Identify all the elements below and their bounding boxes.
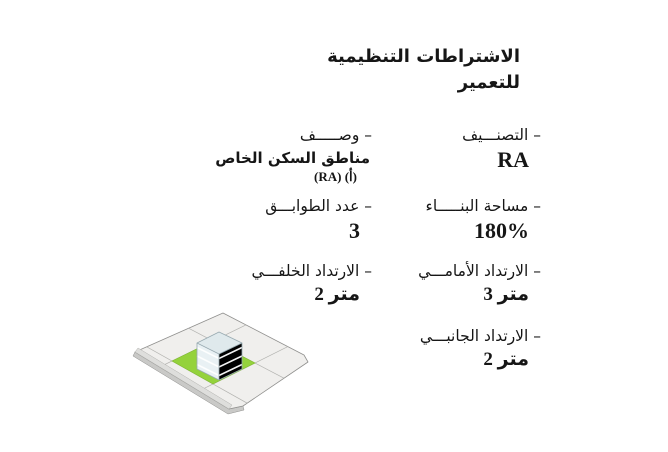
rear-setback-value: 2 متر (314, 284, 360, 305)
page-title (327, 44, 520, 96)
building-area-label: – مساحة البنـــــاء (425, 197, 541, 215)
description-value: مناطق السكن الخاص (215, 149, 370, 167)
spec-item-building-area (426, 197, 541, 243)
spec-item-description (215, 126, 372, 184)
floors-value: 3 (349, 218, 360, 243)
spec-item-floors (265, 197, 372, 243)
front-setback-label: – الارتداد الأمامـــي (418, 262, 541, 280)
spec-item-front-setback (418, 262, 541, 306)
spec-item-side-setback (420, 327, 541, 371)
page-title-line2: للتعمير (457, 72, 520, 93)
classification-value: RA (497, 147, 529, 172)
page-title-line1: الاشتراطات التنظيمية (327, 46, 520, 67)
classification-label: – التصنـــيف (462, 126, 541, 144)
front-setback-value: 3 متر (483, 284, 529, 305)
plot-illustration (120, 305, 320, 420)
description-label: – وصـــــف (299, 126, 372, 144)
description-value-sub: (RA) (أ) (314, 169, 357, 184)
side-setback-label: – الارتداد الجانبـــي (419, 327, 541, 345)
spec-item-classification (462, 126, 541, 172)
side-setback-value: 2 متر (483, 349, 529, 370)
building-area-value: 180% (474, 218, 529, 243)
floors-label: – عدد الطوابـــق (265, 197, 372, 215)
rear-setback-label: – الارتداد الخلفـــي (251, 262, 372, 280)
spec-item-rear-setback (252, 262, 372, 306)
